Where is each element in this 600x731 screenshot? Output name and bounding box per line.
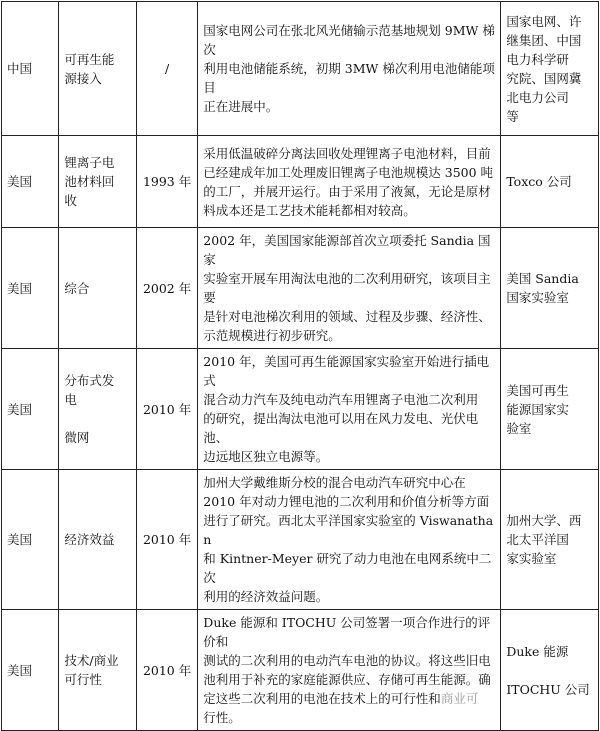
organization-cell: Toxco 公司: [501, 136, 599, 228]
year-cell: 1993 年: [136, 136, 197, 228]
field-cell: 分布式发 电 微网: [59, 349, 137, 470]
organization-cell: 美国可再生 能源国家实 验室: [501, 349, 599, 470]
table-row: [2, 470, 599, 610]
organization-cell: 加州大学、西 北太平洋国 家实验室: [501, 470, 599, 610]
year-cell: 2010 年: [136, 470, 197, 610]
country-cell: 美国: [2, 228, 59, 349]
research-table: [1, 1, 599, 731]
table-row: [2, 136, 599, 228]
description-text: 定这些二次利用的电池在技术上的可行性和: [203, 691, 441, 706]
table-row: [2, 610, 599, 731]
field-cell: 可再生能 源接入: [59, 2, 137, 136]
table-row: [2, 2, 599, 136]
country-cell: 美国: [2, 610, 59, 731]
description-cell: 加州大学戴维斯分校的混合电动汽车研究中心在 2010 年对动力锂电池的二次利用和价值分析等方面 进行了研究。西北太平洋国家实验室的 Viswanathan 和 Kintner-Meyer 研究了动力电池在电网系统中二次 利用的经济效益问题。: [198, 470, 501, 610]
table-row: [2, 228, 599, 349]
organization-cell: Duke 能源 ITOCHU 公司: [501, 610, 599, 731]
field-cell: 经济效益: [59, 470, 137, 610]
organization-cell: 美国 Sandia 国家实验室: [501, 228, 599, 349]
year-cell: 2010 年: [136, 610, 197, 731]
field-cell: 锂离子电 池材料回 收: [59, 136, 137, 228]
country-cell: 美国: [2, 349, 59, 470]
description-cell: 采用低温破碎分离法回收处理锂离子电池材料，目前 已经建成年加工处理废旧锂离子电池规模达 3500 吨 的工厂，并展开运行。由于采用了液氮，无论是原材 料成本还是工艺技术能耗都相对较高。: [198, 136, 501, 228]
description-cell: 2010 年，美国可再生能源国家实验室开始进行插电式 混合动力汽车及纯电动汽车用锂离子电池二次利用 的研究，提出淘汰电池可以用在风力发电、光伏电池、 边远地区独立电源等。: [198, 349, 501, 470]
field-cell: 综合: [59, 228, 137, 349]
year-cell: 2010 年: [136, 349, 197, 470]
country-cell: 中国: [2, 2, 59, 136]
description-cell: Duke 能源和 ITOCHU 公司签署一项合作进行的评价和 测试的二次利用的电动汽车电池的协议。将这些旧电 池利用于补充的家庭能源供应、存储可再生能源。确 定这些二次利用的电池在技术上的可行性和商业可 行性。: [198, 610, 501, 731]
table-row: [2, 349, 599, 470]
field-cell: 技术/商业 可行性: [59, 610, 137, 731]
description-cell: 国家电网公司在张北风光储输示范基地规划 9MW 梯次 利用电池储能系统，初期 3MW 梯次利用电池储能项目 正在进展中。: [198, 2, 501, 136]
watermark-text: 商业可: [440, 691, 479, 706]
organization-cell: 国家电网、许 继集团、中国 电力科学研 究院、国网冀 北电力公司 等: [501, 2, 599, 136]
year-cell: /: [136, 2, 197, 136]
year-cell: 2002 年: [136, 228, 197, 349]
country-cell: 美国: [2, 136, 59, 228]
description-cell: 2002 年，美国国家能源部首次立项委托 Sandia 国家 实验室开展车用淘汰电池的二次利用研究，该项目主要 是针对电池梯次利用的领域、过程及步骤、经济性、 示范规模进行初步研究。: [198, 228, 501, 349]
country-cell: 美国: [2, 470, 59, 610]
